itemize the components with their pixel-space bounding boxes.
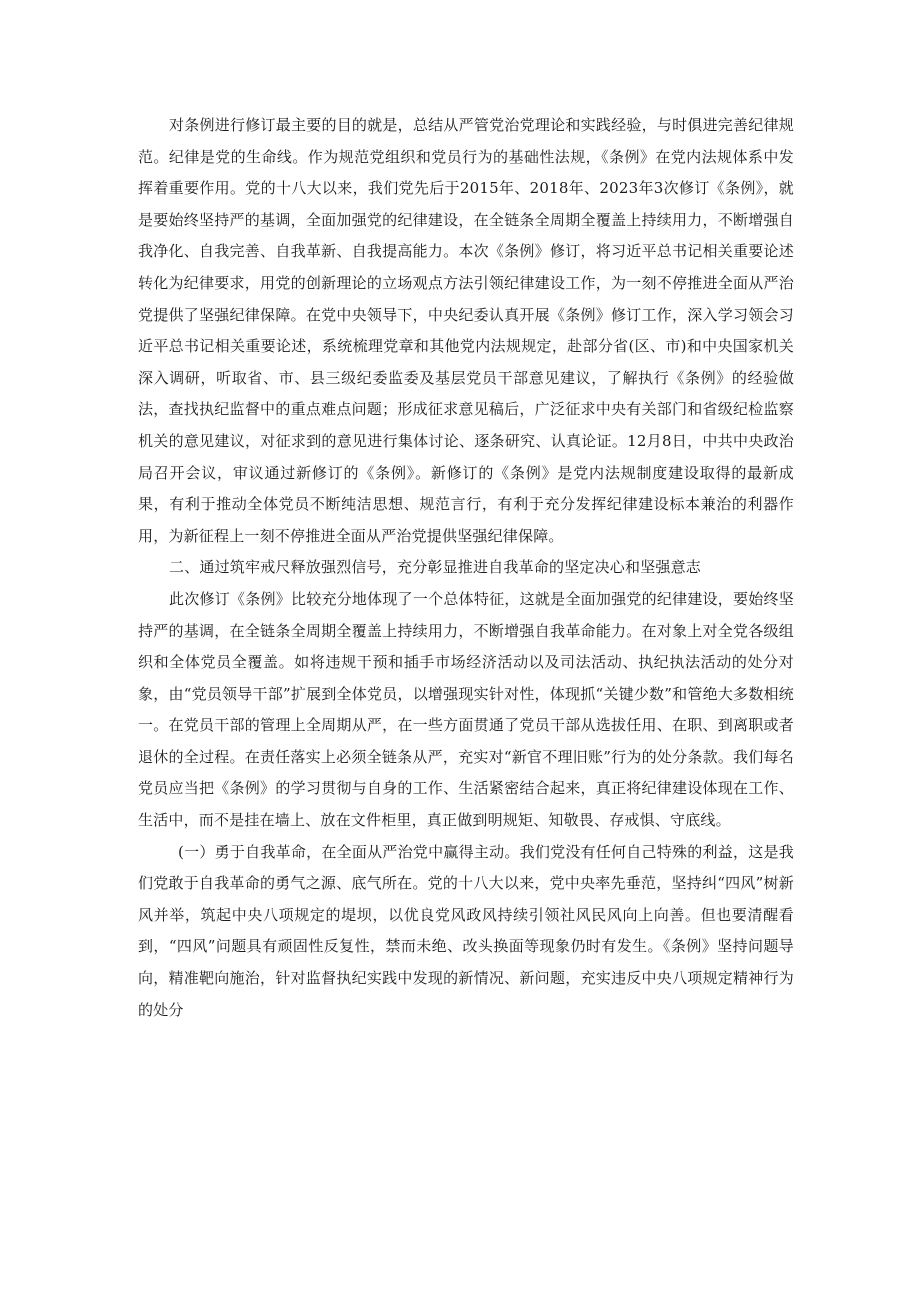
paragraph-overall-feature: 此次修订《条例》比较充分地体现了一个总体特征，这就是全面加强党的纪律建设，要始终坚持严的基调，在全链条全周期全覆盖上持续用力，不断增强自我革命能力。在对象上对全党各级组织和全体党员全覆盖。如将违规干预和插手市场经济活动以及司法活动、执纪执法活动的处分对象，由“党员领导干部”扩展到全体党员，以增强现实针对性，体现抓“关键少数”和管绝大多数相统一。在党员干部的管理上全周期从严，在一些方面贯通了党员干部从选拔任用、在职、到离职或者退休的全过程。在责任落实上必须全链条从严，充实对“新官不理旧账”行为的处分条款。我们每名党员应当把《条例》的学习贯彻与自身的工作、生活紧密结合起来，真正将纪律建设体现在工作、生活中，而不是挂在墙上、放在文件柜里，真正做到明规矩、知敬畏、存戒惧、守底线。 [138, 589, 794, 830]
paragraph-self-revolution: (一）勇于自我革命，在全面从严治党中赢得主动。我们党没有任何自己特殊的利益，这是我们党敢于自我革命的勇气之源、底气所在。党的十八大以来，党中央率先垂范，坚持纠“四风”树新风并举，筑起中央八项规定的堤坝，以优良党风政风持续引领社风民风向上向善。但也要清醒看到，“四风”问题具有顽固性反复性，禁而未绝、改头换面等现象仍时有发生。《条例》坚持问题导向，精准靶向施治，针对监督执纪实践中发现的新情况、新问题，充实违反中央八项规定精神行为的处分 [138, 842, 794, 1019]
document-body [138, 110, 794, 1026]
section-heading-two: 二、通过筑牢戒尺释放强烈信号，充分彰显推进自我革命的坚定决心和坚强意志 [169, 558, 702, 577]
paragraph-revision-purpose: 对条例进行修订最主要的目的就是，总结从严管党治党理论和实践经验，与时俱进完善纪律规范。纪律是党的生命线。作为规范党组织和党员行为的基础性法规，《条例》在党内法规体系中发挥着重要作用。党的十八大以来，我们党先后于2015年、2018年、2023年3次修订《条例》，就是要始终坚持严的基调，全面加强党的纪律建设，在全链条全周期全覆盖上持续用力，不断增强自我净化、自我完善、自我革新、自我提高能力。本次《条例》修订，将习近平总书记相关重要论述转化为纪律要求，用党的创新理论的立场观点方法引领纪律建设工作，为一刻不停推进全面从严治党提供了坚强纪律保障。在党中央领导下，中央纪委认真开展《条例》修订工作，深入学习领会习近平总书记相关重要论述，系统梳理党章和其他党内法规规定，赴部分省(区、市)和中央国家机关深入调研，听取省、市、县三级纪委监委及基层党员干部意见建议，了解执行《条例》的经验做法，查找执纪监督中的重点难点问题；形成征求意见稿后，广泛征求中央有关部门和省级纪检监察机关的意见建议，对征求到的意见进行集体讨论、逐条研究、认真论证。12月8日，中共中央政治局召开会议，审议通过新修订的《条例》。新修订的《条例》是党内法规制度建设取得的最新成果，有利于推动全体党员不断纯洁思想、规范言行，有利于充分发挥纪律建设标本兼治的利器作用，为新征程上一刻不停推进全面从严治党提供坚强纪律保障。 [138, 116, 794, 545]
